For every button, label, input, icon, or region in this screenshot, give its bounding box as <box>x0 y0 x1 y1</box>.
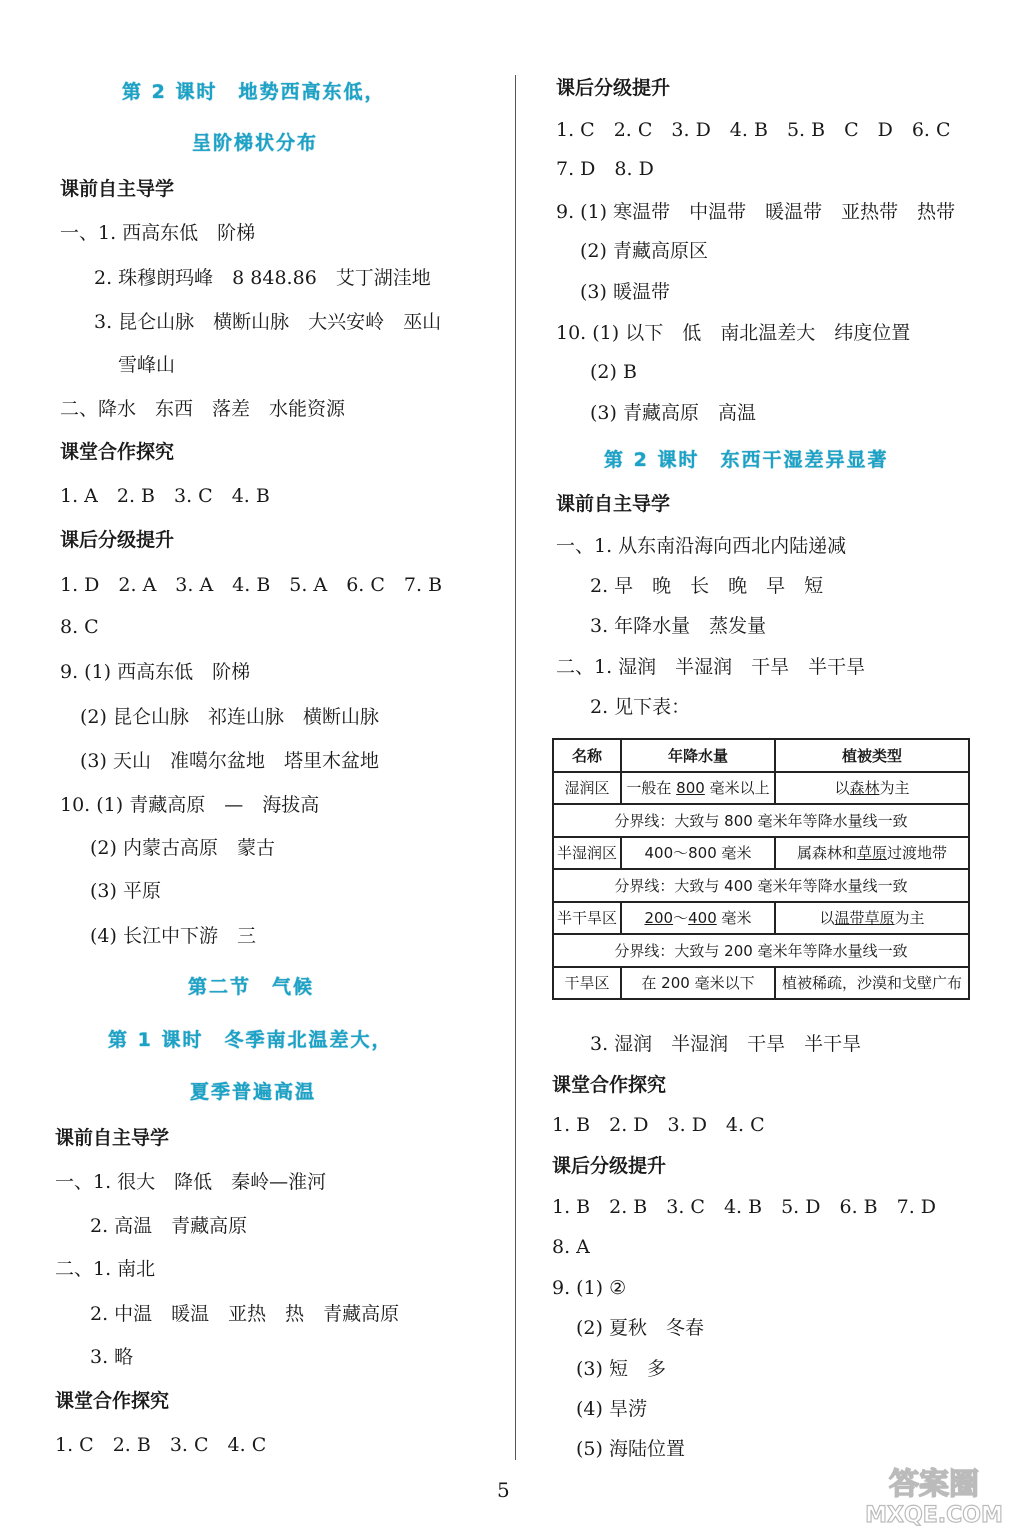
lesson-title: 夏季普遍高温 <box>190 1081 317 1103</box>
section-heading: 课堂合作探究 <box>552 1074 667 1096</box>
answer-line: 3. 湿润 半湿润 干旱 半干旱 <box>590 1033 862 1055</box>
table-cell: 在 200 毫米以下 <box>621 967 775 1000</box>
answer-line: 1. B 2. B 3. C 4. B 5. D 6. B 7. D <box>552 1196 937 1218</box>
page-number: 5 <box>497 1478 510 1502</box>
table-cell: 一般在 800 毫米以上 <box>621 772 775 805</box>
answer-line: 二、1. 南北 <box>55 1258 156 1280</box>
section-heading: 课后分级提升 <box>556 77 671 99</box>
section-heading: 课前自主导学 <box>55 1127 170 1149</box>
table-cell: 半干旱区 <box>553 902 621 935</box>
lesson-title: 第 2 课时 东西干湿差异显著 <box>604 449 889 471</box>
lesson-title: 呈阶梯状分布 <box>192 132 319 154</box>
table-header-row <box>553 739 969 772</box>
answer-line: (2) 内蒙古高原 蒙古 <box>90 837 275 859</box>
answer-line: (5) 海陆位置 <box>576 1438 685 1460</box>
answer-line: (3) 天山 准噶尔盆地 塔里木盆地 <box>80 750 379 772</box>
answer-line: 10. (1) 青藏高原 — 海拔高 <box>60 794 320 816</box>
answer-line: 一、1. 从东南沿海向西北内陆递减 <box>556 535 847 557</box>
answer-line: 1. D 2. A 3. A 4. B 5. A 6. C 7. B <box>60 574 443 596</box>
table-row <box>553 804 969 837</box>
answer-line: 3. 略 <box>90 1346 134 1368</box>
table-row <box>553 837 969 870</box>
answer-line: 10. (1) 以下 低 南北温差大 纬度位置 <box>556 322 911 344</box>
answer-line: 2. 中温 暖温 亚热 热 青藏高原 <box>90 1303 400 1325</box>
answer-line: 9. (1) 寒温带 中温带 暖温带 亚热带 热带 <box>556 201 956 223</box>
section-heading: 课后分级提升 <box>552 1155 667 1177</box>
section-title: 第二节 气候 <box>188 976 315 998</box>
section-heading: 课后分级提升 <box>60 529 175 551</box>
boundary-note: 分界线：大致与 200 毫米年等降水量线一致 <box>553 934 969 967</box>
answer-line: 8. C <box>60 616 99 638</box>
boundary-note: 分界线：大致与 400 毫米年等降水量线一致 <box>553 869 969 902</box>
answer-line: (2) 昆仑山脉 祁连山脉 横断山脉 <box>80 706 379 728</box>
answer-line: 2. 高温 青藏高原 <box>90 1215 248 1237</box>
watermark-logo <box>844 1462 1024 1528</box>
answer-line: 1. A 2. B 3. C 4. B <box>60 485 270 507</box>
table-cell: 植被稀疏，沙漠和戈壁广布 <box>775 967 969 1000</box>
section-heading: 课前自主导学 <box>60 178 175 200</box>
table-header: 植被类型 <box>775 739 969 772</box>
table-cell: 湿润区 <box>553 772 621 805</box>
answer-line: 3. 年降水量 蒸发量 <box>590 615 767 637</box>
svg-text:答案圈: 答案圈 <box>889 1467 979 1502</box>
answer-line: 1. C 2. B 3. C 4. C <box>55 1434 267 1456</box>
answer-line: 9. (1) 西高东低 阶梯 <box>60 661 251 683</box>
lesson-title: 第 2 课时 地势西高东低， <box>122 81 386 103</box>
table-cell: 200～400 毫米 <box>621 902 775 935</box>
answer-line: (3) 短 多 <box>576 1358 666 1380</box>
table-cell: 干旱区 <box>553 967 621 1000</box>
column-divider <box>515 75 516 1460</box>
table-cell: 半湿润区 <box>553 837 621 870</box>
answer-line: 1. B 2. D 3. D 4. C <box>552 1114 765 1136</box>
answer-line: 2. 见下表： <box>590 696 691 718</box>
table-cell: 以温带草原为主 <box>775 902 969 935</box>
table-row <box>553 967 969 1000</box>
answer-line: 7. D 8. D <box>556 158 654 180</box>
answer-line: (3) 青藏高原 高温 <box>590 402 756 424</box>
answer-line: 8. A <box>552 1236 590 1258</box>
answer-line: 一、1. 很大 降低 秦岭—淮河 <box>55 1171 327 1193</box>
section-heading: 课堂合作探究 <box>55 1390 170 1412</box>
section-heading: 课堂合作探究 <box>60 441 175 463</box>
section-heading: 课前自主导学 <box>556 493 671 515</box>
answer-line: (4) 旱涝 <box>576 1398 647 1420</box>
answer-line: 3. 昆仑山脉 横断山脉 大兴安岭 巫山 <box>94 311 442 333</box>
table-header: 年降水量 <box>621 739 775 772</box>
answer-line: 一、1. 西高东低 阶梯 <box>60 222 256 244</box>
table-row <box>553 934 969 967</box>
answer-line: (4) 长江中下游 三 <box>90 925 256 947</box>
answer-line: 9. (1) ② <box>552 1277 627 1299</box>
lesson-title: 第 1 课时 冬季南北温差大， <box>108 1029 393 1051</box>
answer-line: 雪峰山 <box>118 354 176 376</box>
table-row <box>553 902 969 935</box>
answer-line: 2. 珠穆朗玛峰 8 848.86 艾丁湖洼地 <box>94 267 431 289</box>
table-row <box>553 772 969 805</box>
table-cell: 属森林和草原过渡地带 <box>775 837 969 870</box>
answer-line: (2) 夏秋 冬春 <box>576 1317 704 1339</box>
table-cell: 以森林为主 <box>775 772 969 805</box>
table-cell: 400～800 毫米 <box>621 837 775 870</box>
answer-line: 二、降水 东西 落差 水能资源 <box>60 398 346 420</box>
answer-line: (2) B <box>590 361 637 383</box>
climate-zone-table <box>552 738 970 1000</box>
answer-line: 二、1. 湿润 半湿润 干旱 半干旱 <box>556 656 866 678</box>
answer-line: (3) 平原 <box>90 880 161 902</box>
answer-line: 1. C 2. C 3. D 4. B 5. B C D 6. C <box>556 119 951 141</box>
svg-text:MXQE.COM: MXQE.COM <box>865 1503 1003 1528</box>
answer-line: 2. 早 晚 长 晚 早 短 <box>590 575 824 597</box>
answer-line: (2) 青藏高原区 <box>580 240 708 262</box>
answer-line: (3) 暖温带 <box>580 281 670 303</box>
boundary-note: 分界线：大致与 800 毫米年等降水量线一致 <box>553 804 969 837</box>
table-row <box>553 869 969 902</box>
table-header: 名称 <box>553 739 621 772</box>
